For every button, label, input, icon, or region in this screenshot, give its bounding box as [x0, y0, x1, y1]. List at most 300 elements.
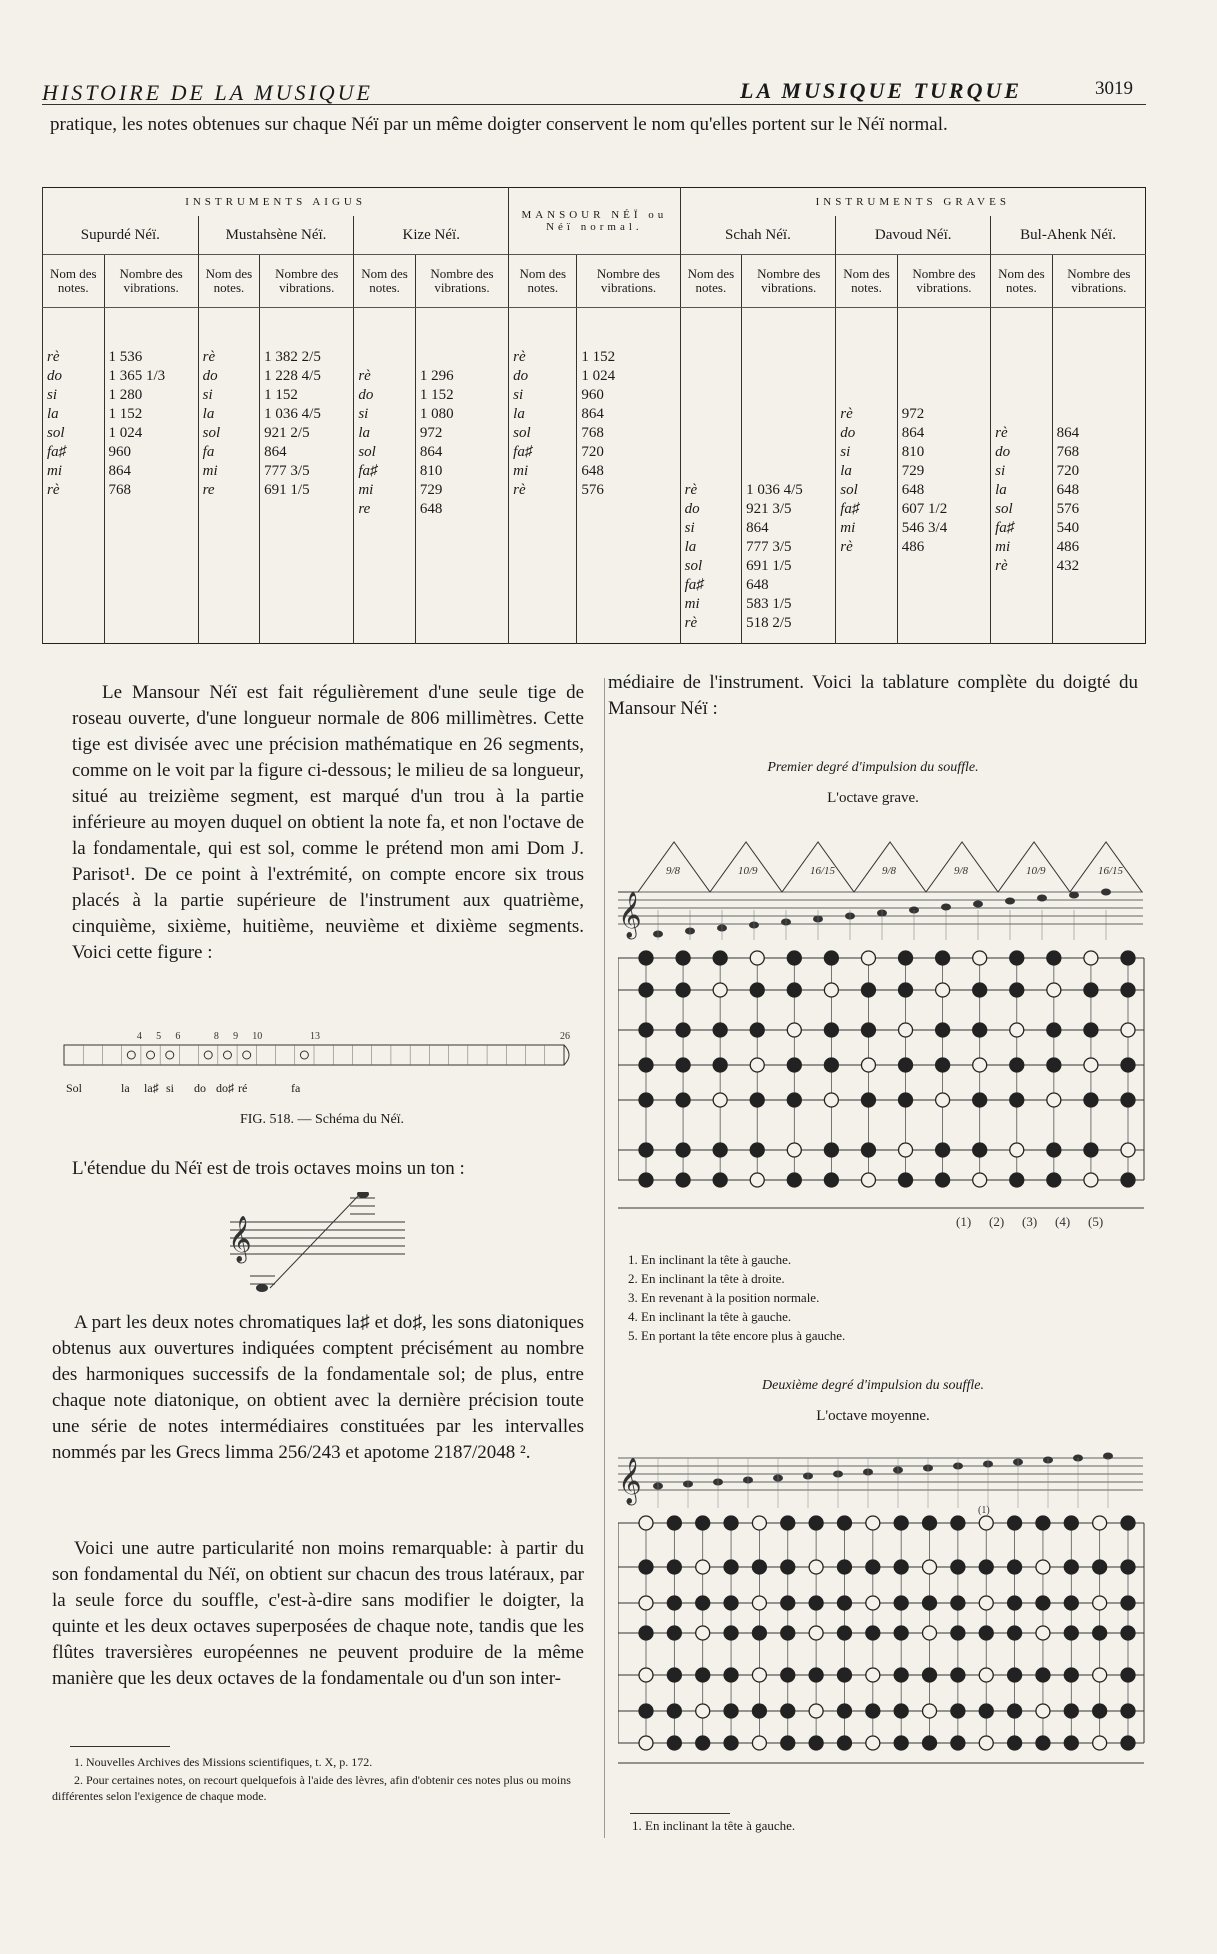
vibration-value: 768	[1056, 444, 1080, 460]
open-hole	[713, 983, 727, 997]
closed-hole	[861, 1023, 875, 1037]
closed-hole	[1008, 1560, 1022, 1574]
footnote-rule	[70, 1746, 170, 1747]
note-names-column	[43, 308, 105, 644]
closed-hole	[676, 1023, 690, 1037]
closed-hole	[750, 1023, 764, 1037]
vibration-value: 1 036 4/5	[264, 406, 321, 422]
closed-hole	[951, 1626, 965, 1640]
open-hole	[923, 1626, 937, 1640]
alternate-column-label: (1)	[956, 1214, 972, 1229]
vibration-value: 583 1/5	[746, 596, 792, 612]
vibration-value: 691 1/5	[746, 558, 792, 574]
note-name: fa♯	[358, 463, 378, 479]
tablature-low-octave	[618, 950, 1148, 1230]
col-head-note-name: Nom des notes.	[836, 255, 898, 308]
group-grave: INSTRUMENTS GRAVES	[680, 188, 1145, 217]
note-name: do	[684, 501, 700, 517]
closed-hole	[1008, 1516, 1022, 1530]
open-hole	[979, 1736, 993, 1750]
closed-hole	[639, 1173, 653, 1187]
note-name: rè	[47, 482, 60, 498]
open-hole	[923, 1560, 937, 1574]
closed-hole	[894, 1560, 908, 1574]
vibration-value: 1 152	[108, 406, 143, 422]
closed-hole	[639, 951, 653, 965]
open-hole	[809, 1560, 823, 1574]
vibration-value: 607 1/2	[901, 501, 948, 517]
vibration-value: 864	[1056, 425, 1080, 441]
closed-hole	[866, 1704, 880, 1718]
note-name: rè	[47, 349, 60, 365]
closed-hole	[713, 1173, 727, 1187]
note-name: do	[995, 444, 1011, 460]
open-hole	[1047, 1093, 1061, 1107]
closed-hole	[973, 1093, 987, 1107]
open-hole	[936, 1093, 950, 1107]
closed-hole	[951, 1596, 965, 1610]
closed-hole	[1064, 1668, 1078, 1682]
note-name: sol	[358, 444, 376, 460]
closed-hole	[923, 1736, 937, 1750]
vibration-value: 864	[264, 444, 287, 460]
note-name: rè	[684, 615, 698, 631]
vibration-value: 972	[419, 425, 443, 441]
open-hole	[936, 983, 950, 997]
col-head-note-name: Nom des notes.	[354, 255, 416, 308]
closed-hole	[1121, 1736, 1135, 1750]
closed-hole	[861, 1143, 875, 1157]
note-names-column	[680, 308, 742, 644]
closed-hole	[787, 951, 801, 965]
closed-hole	[781, 1668, 795, 1682]
vibration-value: 540	[1056, 520, 1080, 536]
vibrations-column	[897, 308, 990, 644]
open-hole	[809, 1704, 823, 1718]
col-head-vibrations: Nombre des vibrations.	[415, 255, 508, 308]
note-head	[941, 904, 951, 911]
etendue-line: L'étendue du Néï est de trois octaves moins un ton :	[72, 1158, 465, 1179]
open-hole	[824, 1093, 838, 1107]
closed-hole	[1064, 1596, 1078, 1610]
closed-hole	[787, 983, 801, 997]
open-hole	[979, 1596, 993, 1610]
vibration-value: 921 3/5	[746, 501, 792, 517]
note-name: sol	[513, 425, 531, 441]
open-hole	[973, 1058, 987, 1072]
closed-hole	[1084, 1023, 1098, 1037]
finger-hole	[243, 1051, 251, 1059]
closed-hole	[696, 1516, 710, 1530]
open-hole	[750, 951, 764, 965]
ratio-label: 16/15	[810, 865, 836, 877]
instrument-name: Mustahsène Néï.	[198, 216, 354, 255]
vibration-value: 777 3/5	[264, 463, 310, 479]
open-hole	[696, 1626, 710, 1640]
open-hole	[639, 1736, 653, 1750]
closed-hole	[639, 1704, 653, 1718]
closed-hole	[724, 1560, 738, 1574]
closed-hole	[724, 1736, 738, 1750]
vibration-value: 1 024	[108, 425, 143, 441]
open-hole	[752, 1736, 766, 1750]
paragraph-mansour: Le Mansour Néï est fait régulièrement d'une seule tige de roseau ouverte, d'une longueur normale de 806 millimètres. Cette tige est divisée avec une précision mathématique en 26 segments, comme on le voit par la figure ci-dessous; le milieu de sa longueur, situé au treizième segment, est marqué d'un trou à la partie inférieure au moyen duquel on obtient la note fa, et non l'octave de la fondamentale, qui est sol, comme le prétend mon ami Dom J. Parisot¹. De ce point à l'extrémité, on compte encore six trous placés à la partie supérieure de l'instrument aux quatrième, cinquième, sixième, huitième, neuvième et dixième segments. Voici cette figure :	[72, 682, 584, 963]
closed-hole	[1008, 1596, 1022, 1610]
closed-hole	[1121, 1173, 1135, 1187]
closed-hole	[1036, 1516, 1050, 1530]
col-head-vibrations: Nombre des vibrations.	[104, 255, 198, 308]
vibration-value: 432	[1056, 558, 1080, 574]
open-hole	[1121, 1143, 1135, 1157]
instrument-name: Schah Néï.	[680, 216, 836, 255]
closed-hole	[1121, 1596, 1135, 1610]
vibration-value: 810	[419, 463, 443, 479]
segment-number: 10	[252, 1031, 263, 1042]
closed-hole	[973, 1023, 987, 1037]
closed-hole	[1010, 1058, 1024, 1072]
closed-hole	[667, 1560, 681, 1574]
closed-hole	[824, 1143, 838, 1157]
closed-hole	[676, 983, 690, 997]
note-name: rè	[995, 558, 1008, 574]
note-name: sol	[47, 425, 65, 441]
group-mansour: MANSOUR NÉÏ ou Néï normal.	[509, 188, 680, 255]
open-hole	[809, 1626, 823, 1640]
closed-hole	[724, 1516, 738, 1530]
vibration-value: 576	[581, 482, 604, 498]
closed-hole	[696, 1668, 710, 1682]
technique-note: 5. En portant la tête encore plus à gauche.	[628, 1328, 846, 1343]
closed-hole	[1047, 1173, 1061, 1187]
vibration-value: 1 296	[419, 368, 454, 384]
vibration-value: 518 2/5	[746, 615, 792, 631]
open-hole	[1121, 1023, 1135, 1037]
note-name: si	[995, 463, 1006, 479]
instrument-name: Supurdé Néï.	[43, 216, 199, 255]
open-hole	[1036, 1626, 1050, 1640]
closed-hole	[824, 1058, 838, 1072]
closed-hole	[1084, 983, 1098, 997]
technique-note: 3. En revenant à la position normale.	[628, 1290, 820, 1305]
closed-hole	[973, 983, 987, 997]
closed-hole	[750, 1093, 764, 1107]
hole-note-label: do	[194, 1081, 206, 1095]
note-name: si	[358, 406, 369, 422]
vibration-value: 1 152	[264, 387, 298, 403]
closed-hole	[781, 1626, 795, 1640]
finger-hole	[127, 1051, 135, 1059]
open-hole	[973, 1173, 987, 1187]
closed-hole	[1010, 983, 1024, 997]
instrument-name: Davoud Néï.	[836, 216, 991, 255]
vibration-value: 720	[581, 444, 604, 460]
closed-hole	[936, 1173, 950, 1187]
caption-first-degree: Premier degré d'impulsion du souffle.	[767, 760, 979, 775]
vibration-value: 864	[581, 406, 604, 422]
closed-hole	[1121, 1704, 1135, 1718]
closed-hole	[1084, 1143, 1098, 1157]
finger-hole	[166, 1051, 174, 1059]
note-name: fa♯	[840, 501, 860, 517]
open-hole	[696, 1704, 710, 1718]
footnote-1: 1. Nouvelles Archives des Missions scientifiques, t. X, p. 172.	[74, 1755, 373, 1769]
column-divider	[604, 678, 605, 1838]
col-head-note-name: Nom des notes.	[509, 255, 577, 308]
technique-notes	[628, 1250, 1138, 1345]
open-hole	[639, 1596, 653, 1610]
closed-hole	[899, 1093, 913, 1107]
closed-hole	[973, 1143, 987, 1157]
alternate-column-label: (3)	[1022, 1214, 1038, 1229]
alternate-column-label: (5)	[1088, 1214, 1104, 1229]
open-hole	[861, 1058, 875, 1072]
ratio-label: 10/9	[1026, 865, 1046, 877]
closed-hole	[951, 1704, 965, 1718]
closed-hole	[1064, 1516, 1078, 1530]
note-name: sol	[202, 425, 221, 441]
closed-hole	[837, 1560, 851, 1574]
open-hole	[713, 1093, 727, 1107]
vibration-value: 546 3/4	[901, 520, 948, 536]
closed-hole	[1121, 1516, 1135, 1530]
closed-hole	[809, 1668, 823, 1682]
finger-hole	[204, 1051, 212, 1059]
closed-hole	[750, 983, 764, 997]
open-hole	[861, 1173, 875, 1187]
closed-hole	[724, 1626, 738, 1640]
col-head-vibrations: Nombre des vibrations.	[260, 255, 354, 308]
technique-note: 2. En inclinant la tête à droite.	[628, 1271, 785, 1286]
open-hole	[752, 1596, 766, 1610]
note-name: la	[995, 482, 1007, 498]
tablature-low-svg	[618, 950, 1148, 1230]
closed-hole	[781, 1736, 795, 1750]
closed-hole	[1121, 1560, 1135, 1574]
closed-hole	[639, 983, 653, 997]
closed-hole	[1008, 1704, 1022, 1718]
right-footnote-rule	[630, 1813, 730, 1814]
closed-hole	[923, 1668, 937, 1682]
open-hole	[752, 1668, 766, 1682]
open-hole	[1010, 1143, 1024, 1157]
note-name: mi	[47, 463, 62, 479]
note-name: fa♯	[47, 444, 67, 460]
vibration-value: 648	[581, 463, 604, 479]
closed-hole	[1036, 1596, 1050, 1610]
vibration-value: 1 382 2/5	[264, 349, 321, 365]
note-name: fa♯	[513, 444, 533, 460]
open-hole	[1036, 1560, 1050, 1574]
open-hole	[1093, 1596, 1107, 1610]
closed-hole	[667, 1736, 681, 1750]
closed-hole	[1010, 951, 1024, 965]
closed-hole	[1121, 983, 1135, 997]
caption-second-degree: Deuxième degré d'impulsion du souffle.	[762, 1378, 984, 1393]
vibration-value: 864	[108, 463, 132, 479]
closed-hole	[1047, 1023, 1061, 1037]
finger-hole	[300, 1051, 308, 1059]
note-name: do	[47, 368, 62, 384]
closed-hole	[781, 1560, 795, 1574]
col-head-vibrations: Nombre des vibrations.	[897, 255, 990, 308]
ratio-label: 16/15	[1098, 865, 1124, 877]
vibration-value: 576	[1056, 501, 1080, 517]
paragraph-chromatic: A part les deux notes chromatiques la♯ et do♯, les sons diatoniques obtenus aux ouvertures indiquées comptent précisément au nombre des harmoniques successifs de la fondamentale sol; de plus, entre chaque note diatonique, on obtient avec la dernière précision toute une série de notes intermédiaires constituées par les intervalles nommés par les Grecs limma 256/243 et apotome 2187/2048 ².	[52, 1312, 584, 1463]
open-hole	[639, 1516, 653, 1530]
open-hole	[696, 1560, 710, 1574]
closed-hole	[667, 1704, 681, 1718]
closed-hole	[781, 1516, 795, 1530]
open-hole	[973, 951, 987, 965]
closed-hole	[894, 1736, 908, 1750]
closed-hole	[837, 1668, 851, 1682]
vibration-value: 960	[108, 444, 132, 460]
closed-hole	[923, 1516, 937, 1530]
running-head-left: HISTOIRE DE LA MUSIQUE	[42, 80, 373, 105]
closed-hole	[809, 1596, 823, 1610]
note-name: rè	[840, 406, 853, 422]
vibration-value: 1 280	[108, 387, 143, 403]
closed-hole	[1121, 951, 1135, 965]
intro-paragraph: pratique, les notes obtenues sur chaque Néï par un même doigter conservent le nom qu'elles portent sur le Néï normal.	[50, 114, 948, 135]
closed-hole	[639, 1626, 653, 1640]
closed-hole	[1093, 1560, 1107, 1574]
vibration-value: 1 365 1/3	[108, 368, 166, 384]
note-name: mi	[358, 482, 374, 498]
note-name: la	[840, 463, 852, 479]
closed-hole	[979, 1626, 993, 1640]
col-head-note-name: Nom des notes.	[991, 255, 1053, 308]
closed-hole	[676, 1143, 690, 1157]
closed-hole	[899, 951, 913, 965]
staff-middle-octave	[618, 1448, 1143, 1508]
closed-hole	[724, 1596, 738, 1610]
vibration-value: 720	[1056, 463, 1080, 479]
closed-hole	[936, 1143, 950, 1157]
closed-hole	[724, 1668, 738, 1682]
open-hole	[750, 1173, 764, 1187]
open-hole	[752, 1516, 766, 1530]
note-names-column	[509, 308, 577, 644]
closed-hole	[639, 1560, 653, 1574]
col-head-note-name: Nom des notes.	[680, 255, 742, 308]
note-names-column	[991, 308, 1053, 644]
note-name: re	[202, 482, 215, 498]
closed-hole	[676, 1058, 690, 1072]
closed-hole	[951, 1668, 965, 1682]
vibration-value: 768	[108, 482, 132, 498]
treble-clef: 𝄞	[618, 1458, 642, 1503]
paragraph-tablature-intro: médiaire de l'instrument. Voici la tablature complète du doigté du Mansour Néï :	[608, 672, 1138, 719]
vibration-value: 777 3/5	[746, 539, 792, 555]
note-name: rè	[684, 482, 698, 498]
open-hole	[861, 951, 875, 965]
closed-hole	[1047, 1143, 1061, 1157]
vibration-value: 1 024	[581, 368, 616, 384]
closed-hole	[837, 1736, 851, 1750]
treble-clef: 𝄞	[618, 892, 642, 937]
closed-hole	[951, 1736, 965, 1750]
closed-hole	[1036, 1736, 1050, 1750]
note-name: re	[358, 501, 371, 517]
running-head-right: LA MUSIQUE TURQUE	[740, 78, 1023, 103]
vibration-value: 648	[1056, 482, 1080, 498]
note-name: fa♯	[995, 520, 1015, 536]
note-names-column	[836, 308, 898, 644]
closed-hole	[676, 1093, 690, 1107]
ratio-label: 9/8	[954, 865, 969, 877]
note-name: rè	[513, 349, 526, 365]
range-staff	[230, 1192, 410, 1302]
closed-hole	[787, 1058, 801, 1072]
note-name: do	[513, 368, 529, 384]
note-name: si	[202, 387, 213, 403]
note-name: rè	[358, 368, 371, 384]
closed-hole	[951, 1560, 965, 1574]
vibration-value: 864	[901, 425, 925, 441]
closed-hole	[1008, 1668, 1022, 1682]
closed-hole	[899, 983, 913, 997]
note-name: rè	[513, 482, 526, 498]
vibration-value: 864	[419, 444, 443, 460]
open-hole	[866, 1596, 880, 1610]
open-hole	[899, 1023, 913, 1037]
closed-hole	[713, 1058, 727, 1072]
vibration-value: 648	[746, 577, 769, 593]
closed-hole	[861, 983, 875, 997]
open-hole	[1010, 1023, 1024, 1037]
vibration-value: 1 536	[108, 349, 143, 365]
open-hole	[979, 1668, 993, 1682]
closed-hole	[1084, 1093, 1098, 1107]
closed-hole	[894, 1626, 908, 1640]
closed-hole	[866, 1560, 880, 1574]
closed-hole	[866, 1626, 880, 1640]
footnote-2: 2. Pour certaines notes, on recourt quelquefois à l'aide des lèvres, afin d'obtenir ces notes plus ou moins différentes selon l'exigence de chaque mode.	[52, 1773, 571, 1803]
vibrations-column	[1052, 308, 1145, 644]
hole-note-label: la♯	[144, 1081, 159, 1095]
closed-hole	[894, 1704, 908, 1718]
note-name: si	[513, 387, 524, 403]
right-footnote: 1. En inclinant la tête à gauche.	[632, 1818, 796, 1833]
note-name: do	[202, 368, 218, 384]
vibration-value: 648	[901, 482, 925, 498]
vibration-value: 729	[901, 463, 925, 479]
note-name: rè	[995, 425, 1008, 441]
closed-hole	[1121, 1668, 1135, 1682]
vibrations-column	[742, 308, 836, 644]
hole-note-label: la	[121, 1081, 130, 1095]
closed-hole	[1008, 1736, 1022, 1750]
closed-hole	[667, 1596, 681, 1610]
closed-hole	[1093, 1704, 1107, 1718]
vibration-value: 1 036 4/5	[746, 482, 803, 498]
closed-hole	[894, 1516, 908, 1530]
segment-number: 4	[136, 1031, 142, 1042]
note-name: la	[47, 406, 59, 422]
vibrations-column	[260, 308, 354, 644]
figure-caption: FIG. 518. — Schéma du Néï.	[239, 1112, 405, 1127]
note-head	[1037, 895, 1047, 902]
segment-number: 9	[233, 1031, 239, 1042]
vibration-value: 1 152	[581, 349, 616, 365]
closed-hole	[824, 951, 838, 965]
closed-hole	[951, 1516, 965, 1530]
open-hole	[1036, 1704, 1050, 1718]
closed-hole	[899, 1058, 913, 1072]
closed-hole	[1121, 1093, 1135, 1107]
closed-hole	[713, 1143, 727, 1157]
